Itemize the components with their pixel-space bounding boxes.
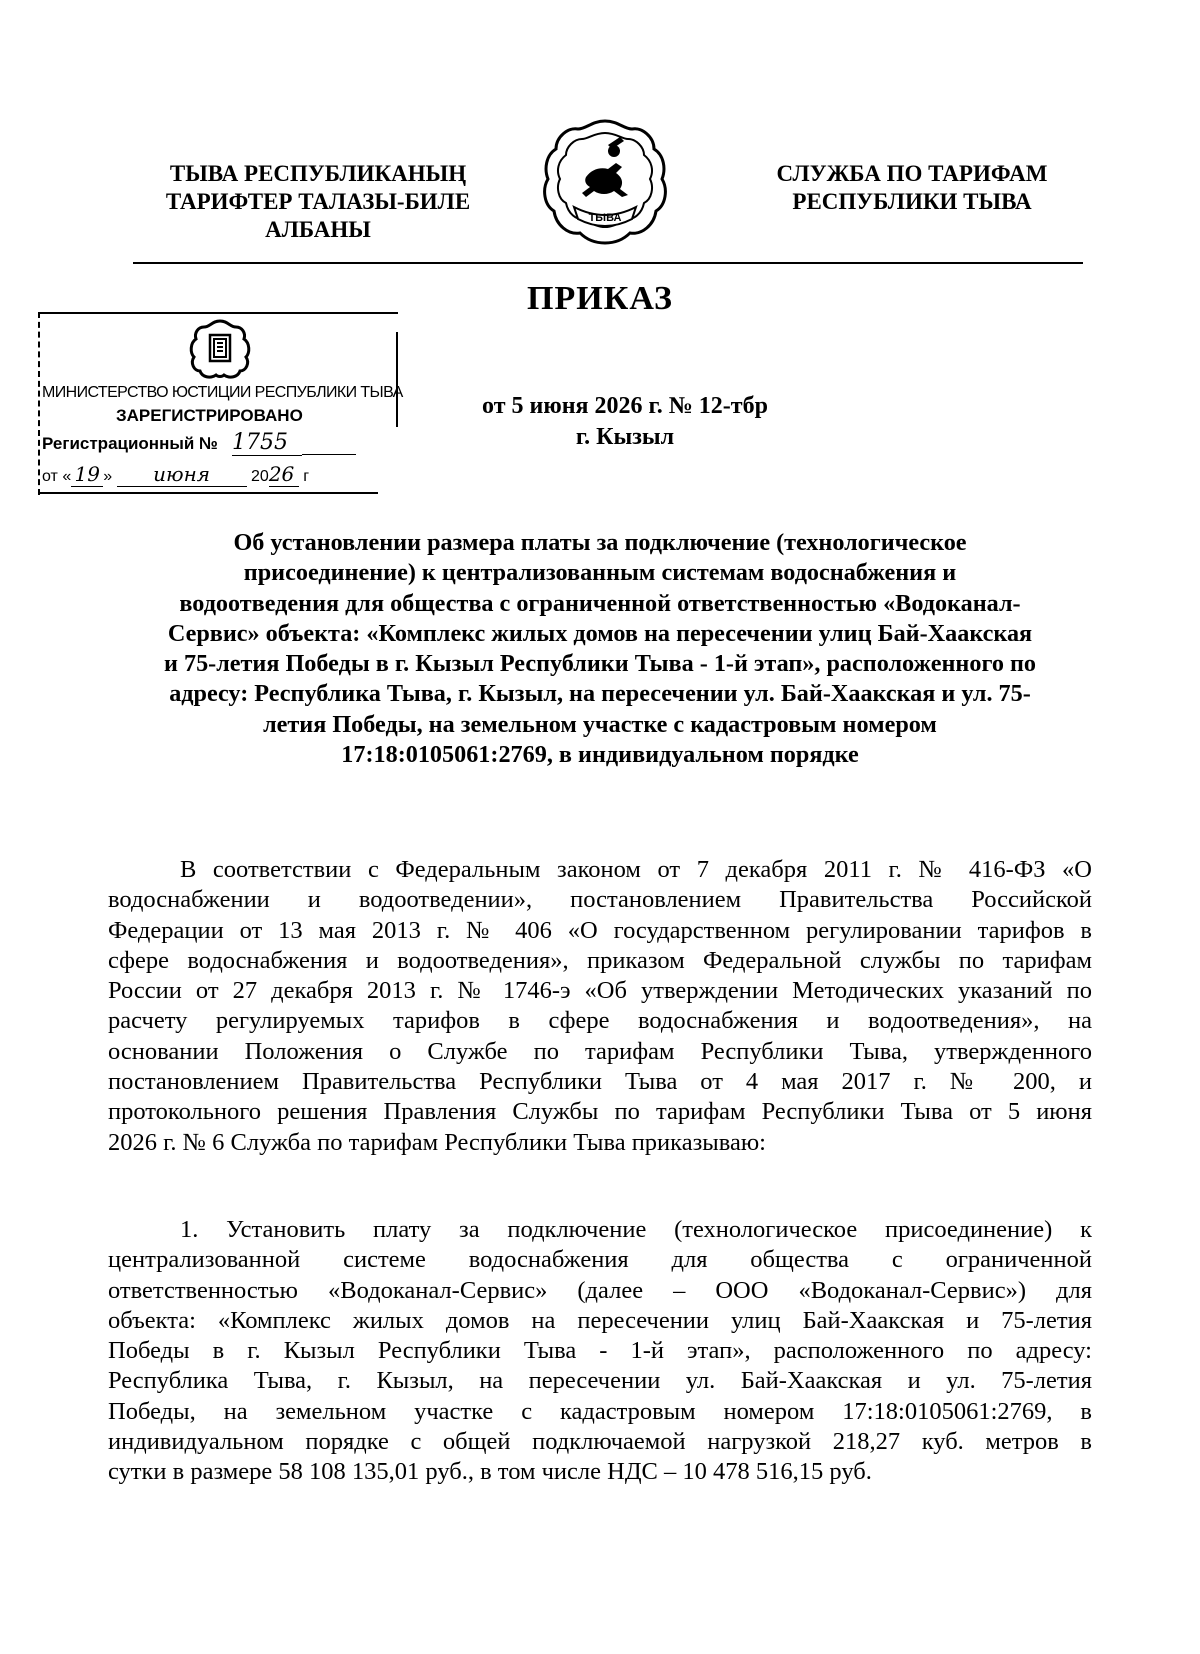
stamp-frame-top xyxy=(38,312,398,314)
stamp-date-year-prefix: 20 xyxy=(251,468,269,485)
order-city: г. Кызыл xyxy=(575,424,675,450)
left-organization-name xyxy=(128,160,508,244)
order-date-number: от 5 июня 2026 г. № 12-тбр xyxy=(482,393,768,419)
paragraph-line: протокольного решения Правления Службы по тарифам Республики Тыва от 5 июня xyxy=(108,1098,1092,1126)
title-line: водоотведения для общества с ограниченной ответственностью «Водоканал- xyxy=(179,589,1021,617)
order-item-1 xyxy=(108,1215,1092,1488)
paragraph-line: централизованной системе водоснабжения для общества с ограниченной xyxy=(108,1246,1092,1274)
paragraph-line: водоснабжении и водоотведении», постановлением Правительства Российской xyxy=(108,886,1092,914)
stamp-date-day: 19 xyxy=(71,462,103,487)
left-org-line: АЛБАНЫ xyxy=(265,217,371,242)
paragraph-line: В соответствии с Федеральным законом от 7 декабря 2011 г. № 416-ФЗ «О xyxy=(180,856,1092,883)
stamp-date-year: 26 xyxy=(269,462,299,487)
left-org-line: ТАРИФТЕР ТАЛАЗЫ-БИЛЕ xyxy=(165,189,471,214)
stamp-ministry-name: МИНИСТЕРСТВО ЮСТИЦИИ РЕСПУБЛИКИ ТЫВА xyxy=(42,384,403,401)
title-line: 17:18:0105061:2769, в индивидуальном порядке xyxy=(341,741,859,769)
stamp-date-prefix: от « xyxy=(42,468,72,485)
paragraph-line: 2026 г. № 6 Служба по тарифам Республики Тыва приказываю: xyxy=(108,1128,766,1156)
emblem-label: ТЫВА xyxy=(588,212,622,224)
paragraph-line: Республика Тыва, г. Кызыл, на пересечении ул. Бай-Хаакская и ул. 75-летия xyxy=(108,1367,1092,1395)
paragraph-line: ответственностью «Водоканал-Сервис» (далее – ООО «Водоканал-Сервис») для xyxy=(108,1276,1092,1304)
stamp-date-year-unit: г xyxy=(303,468,310,485)
stamp-frame-bottom xyxy=(38,492,378,494)
paragraph-line: объекта: «Комплекс жилых домов на пересечении улиц Бай-Хаакская и 75-летия xyxy=(108,1306,1092,1334)
left-org-line: ТЫВА РЕСПУБЛИКАНЫҢ xyxy=(169,161,467,186)
order-title xyxy=(108,528,1092,770)
ministry-emblem-icon xyxy=(188,317,252,381)
paragraph-line: Победы в г. Кызыл Республики Тыва - 1-й этап», расположенного по адресу: xyxy=(108,1337,1092,1365)
title-line: адресу: Республика Тыва, г. Кызыл, на пересечении ул. Бай-Хаакская и ул. 75- xyxy=(169,680,1031,708)
paragraph-line: 1. Установить плату за подключение (технологическое присоединение) к xyxy=(180,1216,1092,1243)
stamp-registration-date xyxy=(42,462,309,487)
header-divider xyxy=(133,262,1083,264)
stamp-date-day-suffix: » xyxy=(103,468,113,485)
title-line: летия Победы, на земельном участке с кадастровым номером xyxy=(263,710,937,738)
title-line: Сервис» объекта: «Комплекс жилых домов на пересечении улиц Бай-Хаакская xyxy=(167,619,1033,647)
title-line: Об установлении размера платы за подключение (технологическое xyxy=(233,529,967,556)
paragraph-line: России от 27 декабря 2013 г. № 1746-э «Об утверждении Методических указаний по xyxy=(108,977,1092,1005)
paragraph-line: сфере водоснабжения и водоотведения», приказом Федеральной службы по тарифам xyxy=(108,946,1092,974)
stamp-status: ЗАРЕГИСТРИРОВАНО xyxy=(116,406,303,425)
right-org-line: РЕСПУБЛИКИ ТЫВА xyxy=(792,189,1032,214)
paragraph-line: сутки в размере 58 108 135,01 руб., в том числе НДС – 10 478 516,15 руб. xyxy=(108,1458,872,1486)
paragraph-line: постановлением Правительства Республики Тыва от 4 мая 2017 г. № 200, и xyxy=(108,1068,1092,1096)
right-organization-name xyxy=(722,160,1102,216)
tuva-coat-of-arms-icon xyxy=(538,115,672,249)
paragraph-line: Федерации от 13 мая 2013 г. № 406 «О государственном регулировании тарифов в xyxy=(108,916,1092,944)
paragraph-line: индивидуальном порядке с общей подключаемой нагрузкой 218,27 куб. метров в xyxy=(108,1428,1092,1456)
stamp-number-value: 1755 xyxy=(232,430,302,456)
stamp-date-month: июня xyxy=(117,462,247,487)
preamble-paragraph xyxy=(108,855,1092,1158)
paragraph-line: Победы, на земельном участке с кадастровым номером 17:18:0105061:2769, в xyxy=(108,1397,1092,1425)
right-org-line: СЛУЖБА ПО ТАРИФАМ xyxy=(776,161,1048,186)
paragraph-line: расчету регулируемых тарифов в сфере водоснабжения и водоотведения», на xyxy=(108,1007,1092,1035)
document-type: ПРИКАЗ xyxy=(527,280,673,317)
title-line: присоединение) к централизованным системам водоснабжения и xyxy=(243,559,957,587)
title-line: и 75-летия Победы в г. Кызыл Республики Тыва - 1-й этап», расположенного по xyxy=(164,650,1036,678)
paragraph-line: основании Положения о Службе по тарифам Республики Тыва, утвержденного xyxy=(108,1037,1092,1065)
stamp-number-label: Регистрационный № xyxy=(42,434,218,453)
